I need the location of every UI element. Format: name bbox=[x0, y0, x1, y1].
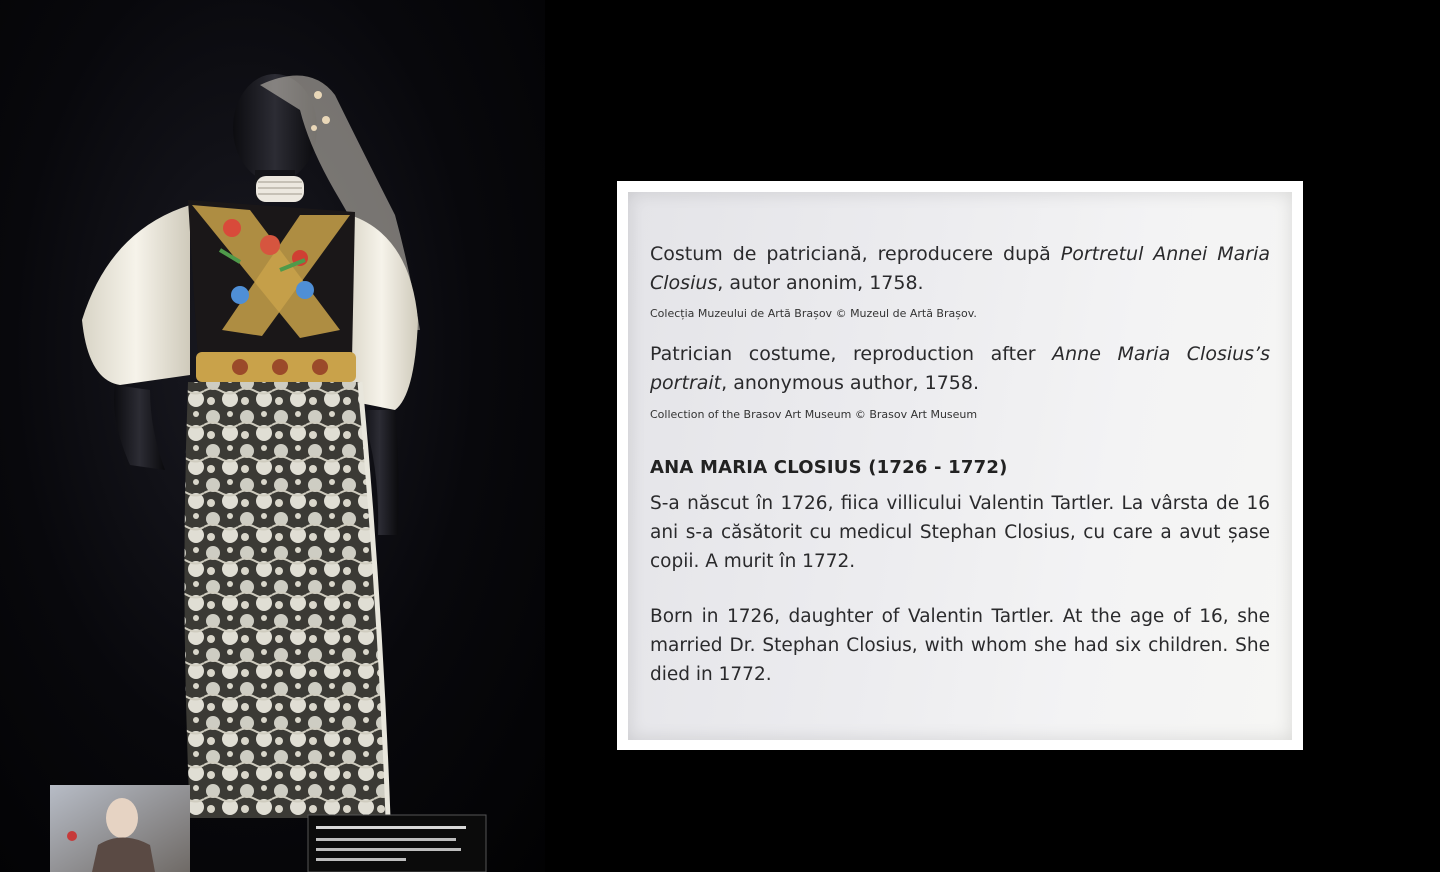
ro-title-italic: Portretul Annei Maria Closius bbox=[650, 243, 1270, 294]
right-sleeve bbox=[345, 215, 418, 410]
label-paper bbox=[628, 192, 1292, 740]
museum-label-card bbox=[617, 181, 1303, 750]
lace-skirt bbox=[184, 382, 388, 818]
caption-plate bbox=[308, 815, 486, 872]
ro-title-prefix: Costum de patriciană, reproducere după bbox=[650, 243, 1061, 265]
ro-title-suffix: , autor anonim, 1758. bbox=[717, 272, 924, 294]
en-title bbox=[650, 340, 1270, 398]
ro-biography: S-a născut în 1726, fiica villicului Valentin Tartler. La vârsta de 16 ani s-a căsătorit cu medicul Stephan Closius, cu care a avut șase copii. A murit în 1772. bbox=[650, 493, 1270, 572]
ro-title bbox=[650, 240, 1270, 298]
en-title-suffix: , anonymous author, 1758. bbox=[721, 372, 980, 394]
costume-photo bbox=[0, 0, 545, 872]
biography-heading: ANA MARIA CLOSIUS (1726 - 1772) bbox=[650, 457, 1008, 478]
left-sleeve bbox=[82, 205, 190, 385]
en-title-prefix: Patrician costume, reproduction after bbox=[650, 343, 1053, 365]
en-credit: Collection of the Brasov Art Museum © Brasov Art Museum bbox=[650, 408, 978, 421]
ro-credit: Colecția Muzeului de Artă Brașov © Muzeul de Artă Brașov. bbox=[650, 307, 977, 320]
costume-illustration bbox=[0, 0, 545, 872]
en-title-italic: Anne Maria Closius’s portrait bbox=[650, 343, 1270, 394]
en-biography: Born in 1726, daughter of Valentin Tartler. At the age of 16, she married Dr. Stephan Closius, with whom she had six children. She died in 1772. bbox=[650, 606, 1270, 685]
pearl-collar bbox=[256, 176, 304, 202]
